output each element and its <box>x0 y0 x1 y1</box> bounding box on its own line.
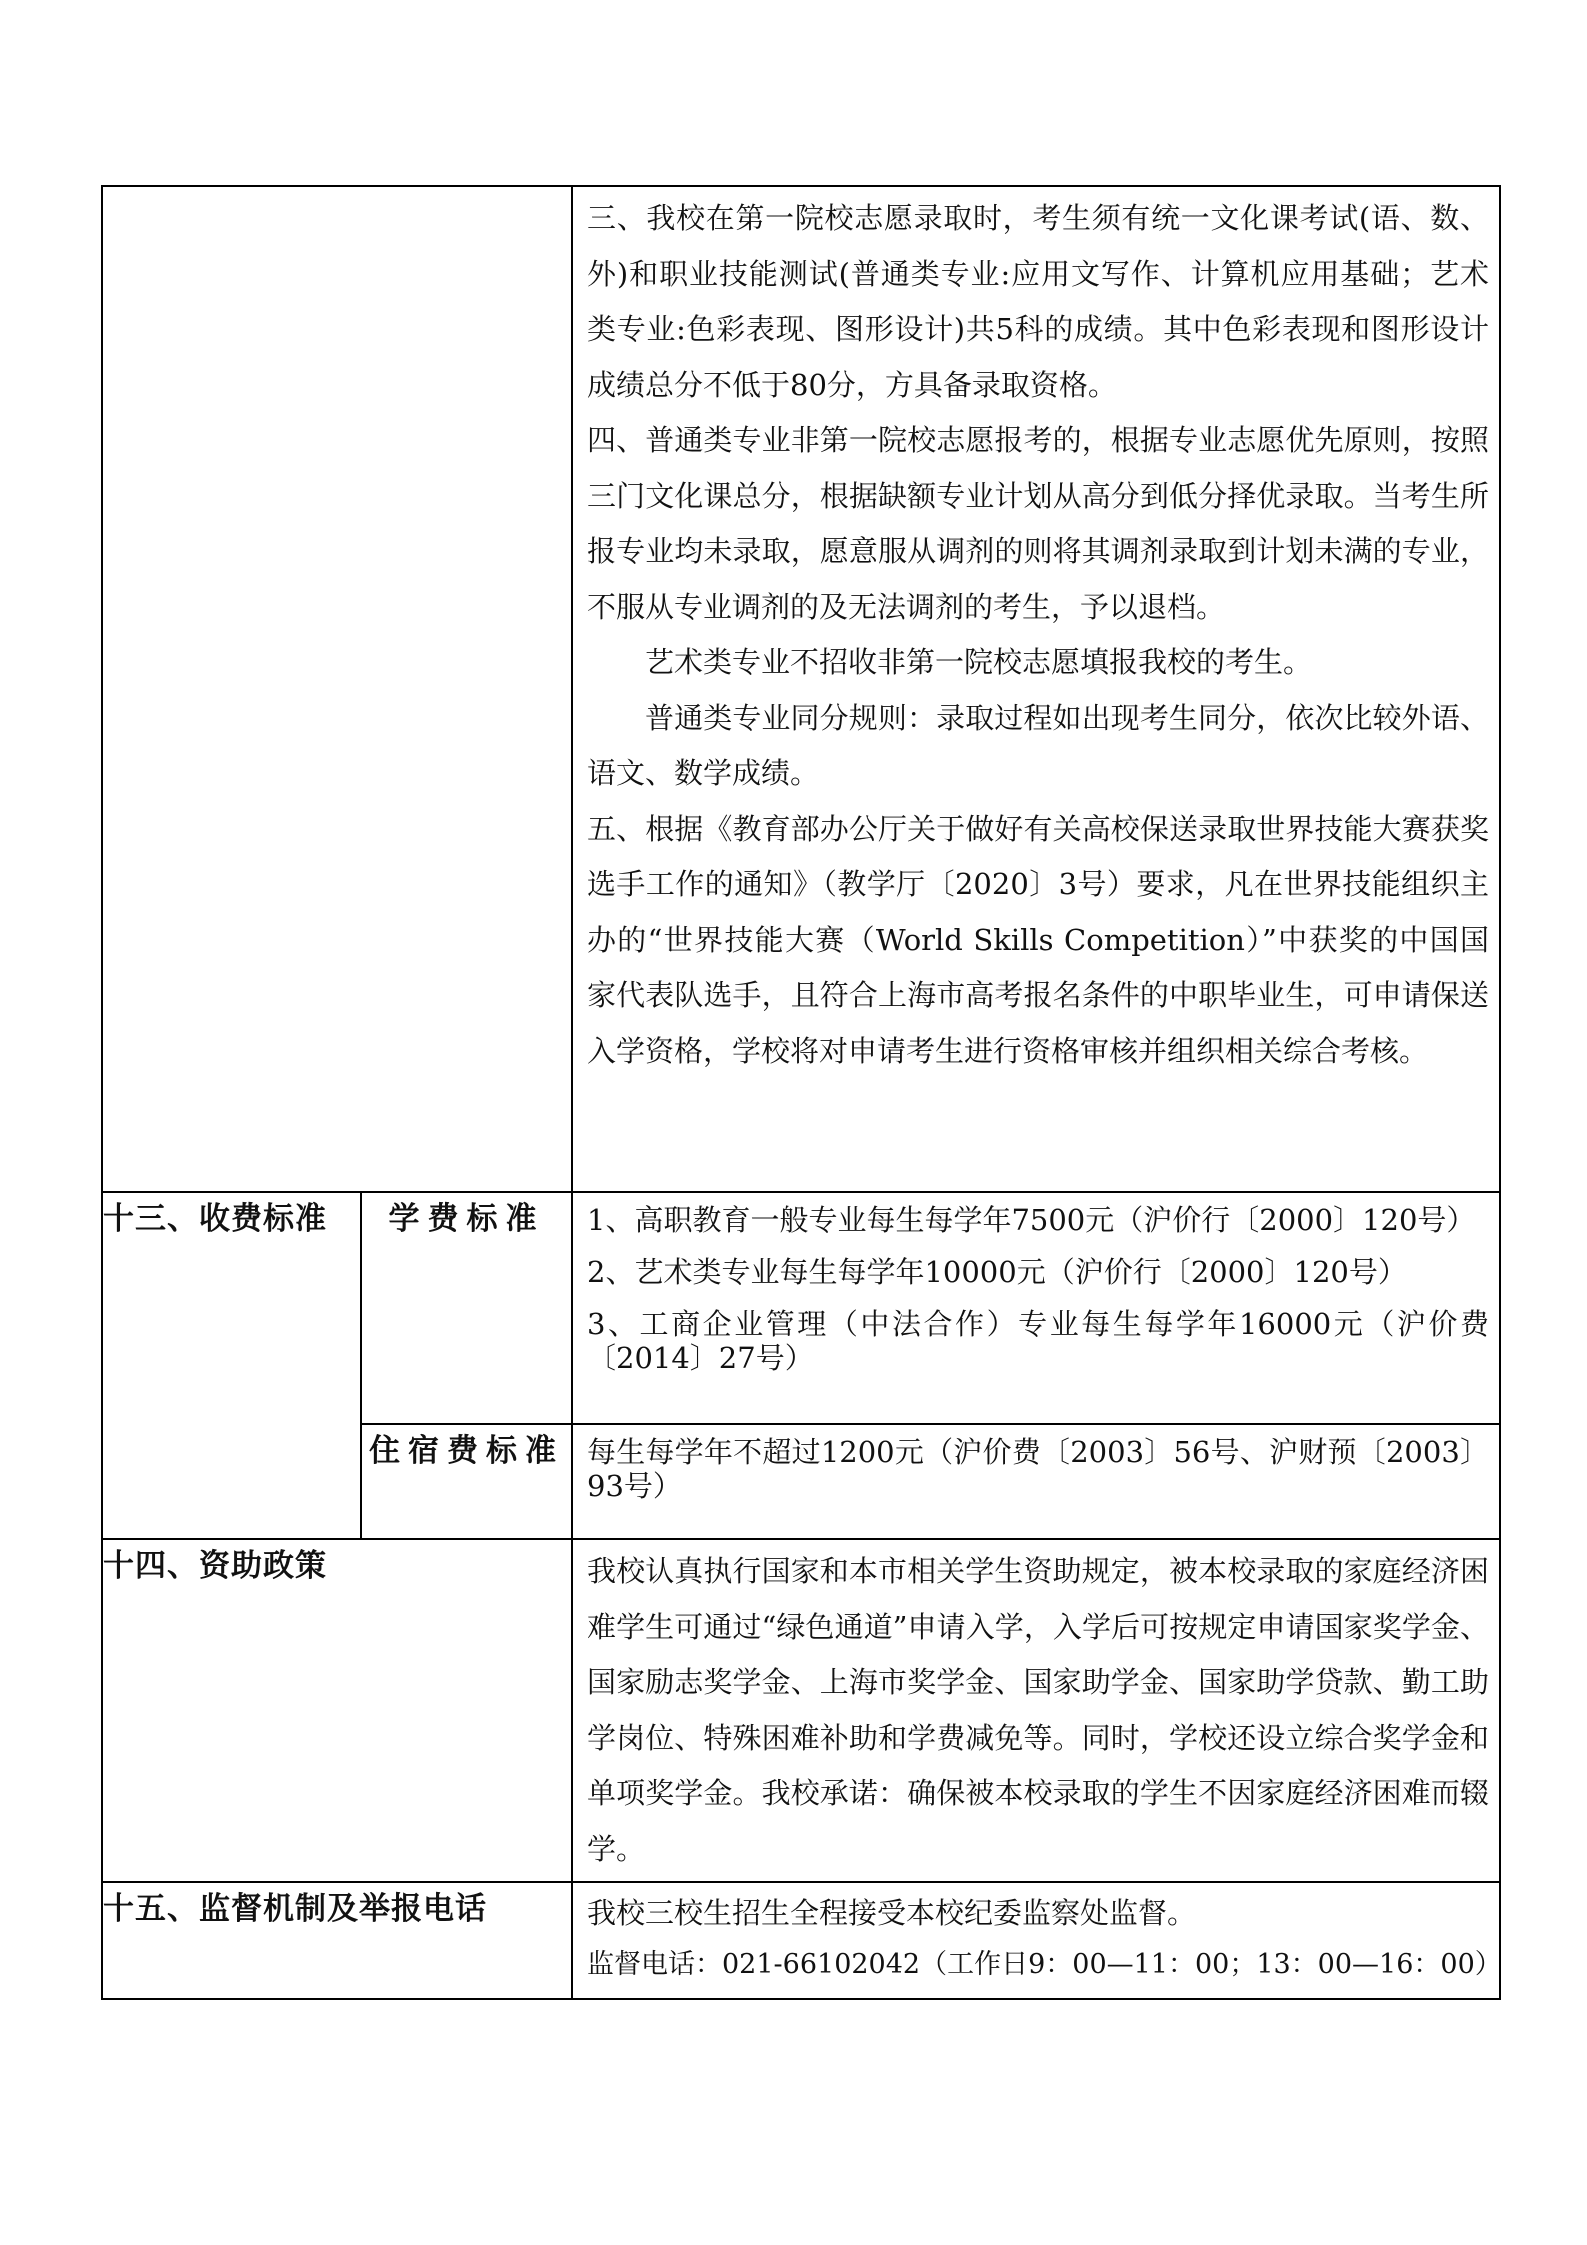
aid-row <box>102 1539 1500 1882</box>
rule-four: 四、普通类专业非第一院校志愿报考的，根据专业志愿优先原则，按照三门文化课总分，根据缺额专业计划从高分到低分择优录取。当考生所报专业均未录取，愿意服从调剂的则将其调剂录取到计划未满的专业，不服从专业调剂的及无法调剂的考生，予以退档。 <box>587 423 1489 624</box>
aid-text: 我校认真执行国家和本市相关学生资助规定，被本校录取的家庭经济困难学生可通过“绿色通道”申请入学，入学后可按规定申请国家奖学金、国家励志奖学金、上海市奖学金、国家助学金、国家助学贷款、勤工助学岗位、特殊困难补助和学费减免等。同时，学校还设立综合奖学金和单项奖学金。我校承诺：确保被本校录取的学生不因家庭经济困难而辍学。 <box>587 1554 1489 1866</box>
supervision-phone: 监督电话：021-66102042（工作日9：00—11：00；13：00—16：00） <box>587 1949 1502 1980</box>
tuition-item: 2、艺术类专业每生每学年10000元（沪价行〔2000〕120号） <box>587 1255 1407 1289</box>
tuition-item: 3、工商企业管理（中法合作）专业每生每学年16000元（沪价费〔2014〕27号） <box>587 1307 1489 1375</box>
tuition-item: 1、高职教育一般专业每生每学年7500元（沪价行〔2000〕120号） <box>587 1203 1476 1237</box>
dorm-cell <box>572 1424 1500 1539</box>
rule-art: 艺术类专业不招收非第一院校志愿填报我校的考生。 <box>645 645 1313 679</box>
supervision-cell <box>572 1882 1500 1999</box>
supervision-statement: 我校三校生招生全程接受本校纪委监察处监督。 <box>587 1896 1197 1930</box>
aid-label: 十四、资助政策 <box>102 1539 572 1882</box>
supervision-row <box>102 1882 1500 1999</box>
tuition-label: 学费标准 <box>361 1192 572 1424</box>
rule-three: 三、我校在第一院校志愿录取时，考生须有统一文化课考试(语、数、外)和职业技能测试(普通类专业:应用文写作、计算机应用基础；艺术类专业:色彩表现、图形设计)共5科的成绩。其中色彩表现和图形设计成绩总分不低于80分，方具备录取资格。 <box>587 201 1489 402</box>
tuition-row <box>102 1192 1500 1424</box>
dorm-fee: 每生每学年不超过1200元（沪价费〔2003〕56号、沪财预〔2003〕93号） <box>587 1435 1489 1503</box>
fees-label: 十三、收费标准 <box>102 1192 361 1539</box>
admission-rules-cell <box>572 186 1500 1192</box>
tuition-cell <box>572 1192 1500 1424</box>
supervision-label: 十五、监督机制及举报电话 <box>102 1882 572 1999</box>
dorm-label: 住宿费标准 <box>361 1424 572 1539</box>
admission-rules-row <box>102 186 1500 1192</box>
aid-cell <box>572 1539 1500 1882</box>
rule-tie-break: 普通类专业同分规则：录取过程如出现考生同分，依次比较外语、语文、数学成绩。 <box>587 700 1489 790</box>
admission-policy-table <box>101 185 1501 2000</box>
admission-label-cell <box>102 186 572 1192</box>
rule-five: 五、根据《教育部办公厅关于做好有关高校保送录取世界技能大赛获奖选手工作的通知》（教学厅〔2020〕3号）要求，凡在世界技能组织主办的“世界技能大赛（World Skills Competition）”中获奖的中国国家代表队选手，且符合上海市高考报名条件的中职毕业生，可申请保送入学资格，学校将对申请考生进行资格审核并组织相关综合考核。 <box>587 811 1489 1068</box>
